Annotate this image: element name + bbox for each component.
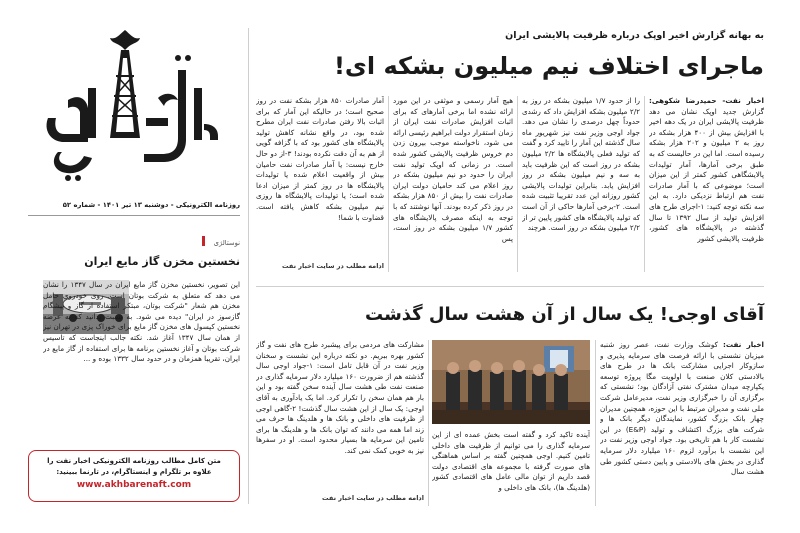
meeting-group-image	[432, 340, 590, 424]
second-col-rule-2	[428, 340, 429, 506]
top-story-more-link[interactable]: ادامه مطلب در سایت اخبار نفت	[282, 262, 384, 270]
masthead-divider	[28, 215, 240, 216]
story-divider	[256, 286, 764, 287]
category-marker	[202, 236, 205, 246]
promo-url-link[interactable]: www.akhbarenaft.com	[76, 480, 192, 490]
top-col-rule-3	[388, 96, 389, 272]
second-story-headline: آقای اوجی! یک سال از آن هشت سال گذشت	[365, 304, 764, 325]
category-label: نوستالژی	[213, 239, 240, 247]
top-story-column-3: هیچ آمار رسمی و موثقی در این مورد ارائه نشده اما برخی آمارهای که برای اثبات افزایش صادرات نفت ایران از زمان استقرار دولت ابراهیم رئیسی ارائه می شود، ناخواسته موجب بیرون زدن دم خروس ظرفیت پالایشی کشور شده است. در زمانی که اوپک تولید نفت ایران را حدود دو نیم میلیون بشکه در روز اعلام می کند حامیان دولت ایران صادرات نفت را بیش از ۸۵۰ هزار بشکه در روز ذکر کرده بودند. آنها نوشتند که با توجه به اینکه مصرف پالایشگاه های کشور ۱/۷ میلیون بشکه در روز است، پس	[393, 96, 513, 243]
second-story-more-link[interactable]: ادامه مطلب در سایت اخبار نفت	[322, 494, 424, 502]
ministry-meeting-photo	[432, 340, 590, 424]
second-story-lead-label: اخبار نفت:	[722, 340, 764, 349]
top-story-headline: ماجرای اختلاف نیم میلیون بشکه ای!	[333, 52, 764, 80]
second-col-rule-1	[595, 340, 596, 506]
masthead-logo	[28, 28, 240, 196]
second-story-column-2: آینده تاکید کرد و گفته است بخش عمده ای از این سرمایه گذاری را می توانیم از ظرفیت های داخلی تامین کنیم. اوجی همچنین گفته بر اساس هماهنگی های صورت گرفته با مجموعه های اقتصادی دولت قصد داریم از توان مالی عامل های اقتصادی کشور (هلدینگ ها)، بانک های داخلی و	[432, 430, 590, 492]
promo-line-1: متن کامل مطالب روزنامه الکترونیکی اخبار نفت را	[47, 457, 221, 465]
edition-line: روزنامه الکترونیکی - دوشنبه ۱۳ تیر ۱۴۰۱ - شماره ۵۲	[62, 201, 240, 209]
nostalgia-category	[150, 230, 240, 249]
promo-line-2: علاوه بر تلگرام و اینستاگرام، در تارنما ببینید:	[56, 468, 212, 476]
second-story-col1-text: کوشک وزارت نفت، عصر روز شنبه میزبان نشستی با ارائه فرصت های سرمایه پذیری و سازوکار اجرایی مشارکت بانک ها در طرح های بالادستی کلان صنعت با اولویت مگا پروژه توسعه یکپارچه میدان مشترک نفتی آزادگان بود؛ نشستی که برگزاری آن را خبرگزاری وزیر نفت، مدیرعامل شرکت ملی نفت و مدیران مرتبط با این حوزه، همچنین مدیران چهار بانک بزرگ کشور، نمایندگان دیگر بانک ها و شرکت های بزرگ اکتشاف و تولید (E&P) در این نشست کار با هم تاریخی بود. جواد اوجی وزیر نفت در این نشست با برآورد لزوم ۱۶۰ میلیارد دلار سرمایه گذاری در بخش های بالادستی و پایین دستی کشور طی هشت سال	[600, 340, 764, 477]
promo-box	[28, 450, 240, 502]
top-story-lead-label: اخبار نفت- حمیدرضا شکوهی:	[649, 96, 764, 105]
sidebar-body: این تصویر، نخستین مخزن گاز مایع ایران در سال ۱۳۴۷ را نشان می دهد که متعلق به شرکت بوتان است. روی خودروی حامل مخزن هم شعار "شرکت بوتان، مبتکر استفاده از گاز و پیشگام گازسوز در ایران" دیده می شود. به نسبت بدانید که به عرضه نخستین کپسول های مخزن گاز مایع برای خوراک پزی در تهران نیز از همان سال ۱۳۴۷ آغاز شد. نکته جالب اینجاست که تاسیس شرکت بوتان و آغاز نخستین برنامه ها برای استفاده از گاز مایع در ایران، تقریبا همزمان و در حدود سال ۱۳۳۲ بوده و ...	[43, 280, 240, 364]
top-story-kicker: به بهانه گزارش اخیر اوپک درباره ظرفیت پالایشی ایران	[505, 30, 764, 41]
top-story-column-4: آمار صادرات ۸۵۰ هزار بشکه نفت در روز صحیح است؛ در حالیکه این آمار که برای اثبات بالا رفتن صادرات نفت ایران مطرح شده بود، در واقع نشانه کاهش تولید پالایشگاه های کشور بود که با گزافه گویی از هم به آن دقت نکرده بودند! ۳-از دو حال خارج نیست: یا آمار صادرات نفت حامیان بیش از واقعیت اعلام شده یا تولیدات پالایشگاه ها در روز کمتر از میزان ادعا شده است؛ یا تولیدات پالایشگاه ها روزی نیم میلیون بشکه کاهش یافته است. قضاوت با شما!	[256, 96, 384, 222]
top-col-rule-1	[644, 96, 645, 272]
second-story-column-1	[600, 340, 764, 506]
top-col-rule-2	[517, 96, 518, 272]
oil-derrick-logo-icon	[28, 28, 240, 196]
second-story-column-3: مشارکت های مردمی برای پیشبرد طرح های نفت و گاز کشور بهره ببریم. دو نکته درباره این نشست و سخنان وزیر نفت در آن قابل تامل است: ۱-جواد اوجی سال گذشته هم از ضرورت ۱۶۰ میلیارد دلار سرمایه گذاری در صنعت نفت طی هشت سال آینده سخن گفته بود و این بار هم همان سخن را تکرار کرد. اما یک یادآوری به آقای اوجی: یک سال از این هشت سال گذشت! ۲-گاهی اوجی از ظرفیت های داخلی و بانک ها و هلدینگ ها حرف می زند اما همه می دانند که توان بانک ها و هلدینگ ها برای تامین این سرمایه ها بسیار محدود است. او در سفرها نیز به خوبی کمک نمی کند.	[256, 340, 424, 455]
sidebar-separator	[248, 28, 249, 504]
sidebar-headline: نخستین مخزن گاز مایع ایران	[84, 255, 240, 268]
top-story-column-2: را از حدود ۱/۷ میلیون بشکه در روز به ۲/۲ میلیون بشکه افزایش داد که رشدی حدوداً چهل درصدی را نشان می دهد. جواد اوجی وزیر نفت نیز شهریور ماه سال گذشته این آمار را تایید کرد و گفت که تولید فعلی پالایشگاه ها ۲/۲ میلیون بشکه در روز است که این ظرفیت باید به سه و نیم میلیون بشکه در روز افزایش یابد. بنابراین تولیدات پالایشی کشور روزانه این عدد تقریبا تثبیت شده است. ۲-برخی آمارها حاکی از آن است که تولید پالایشگاه های کشور پایین تر از ۲/۲ میلیون بشکه در روز است. هرچند	[522, 96, 640, 233]
top-story-column-1	[649, 96, 764, 272]
top-story-col1-text: گزارش جدید اوپک نشان می دهد ظرفیت پالایشی ایران در یک دهه اخیر با افزایش بیش از ۴۰۰ هزار بشکه در روز به ۲ میلیون و ۲۰۲ هزار بشکه رسیده است. اما این در حالیست که به طبق برخی آمارها، آمار تولیدات پالایشگاهی کشور کمتر از این میزان است؛ موضوعی که با آمار صادرات نفت هم ارتباط نزدیکی دارد. به این سه نکته توجه کنید: ۱-اجرای طرح های افزایش تولید از سال ۱۳۹۲ تا سال گذشته در پالایشگاه های کشور، ظرفیت پالایشی کشور	[649, 106, 764, 243]
